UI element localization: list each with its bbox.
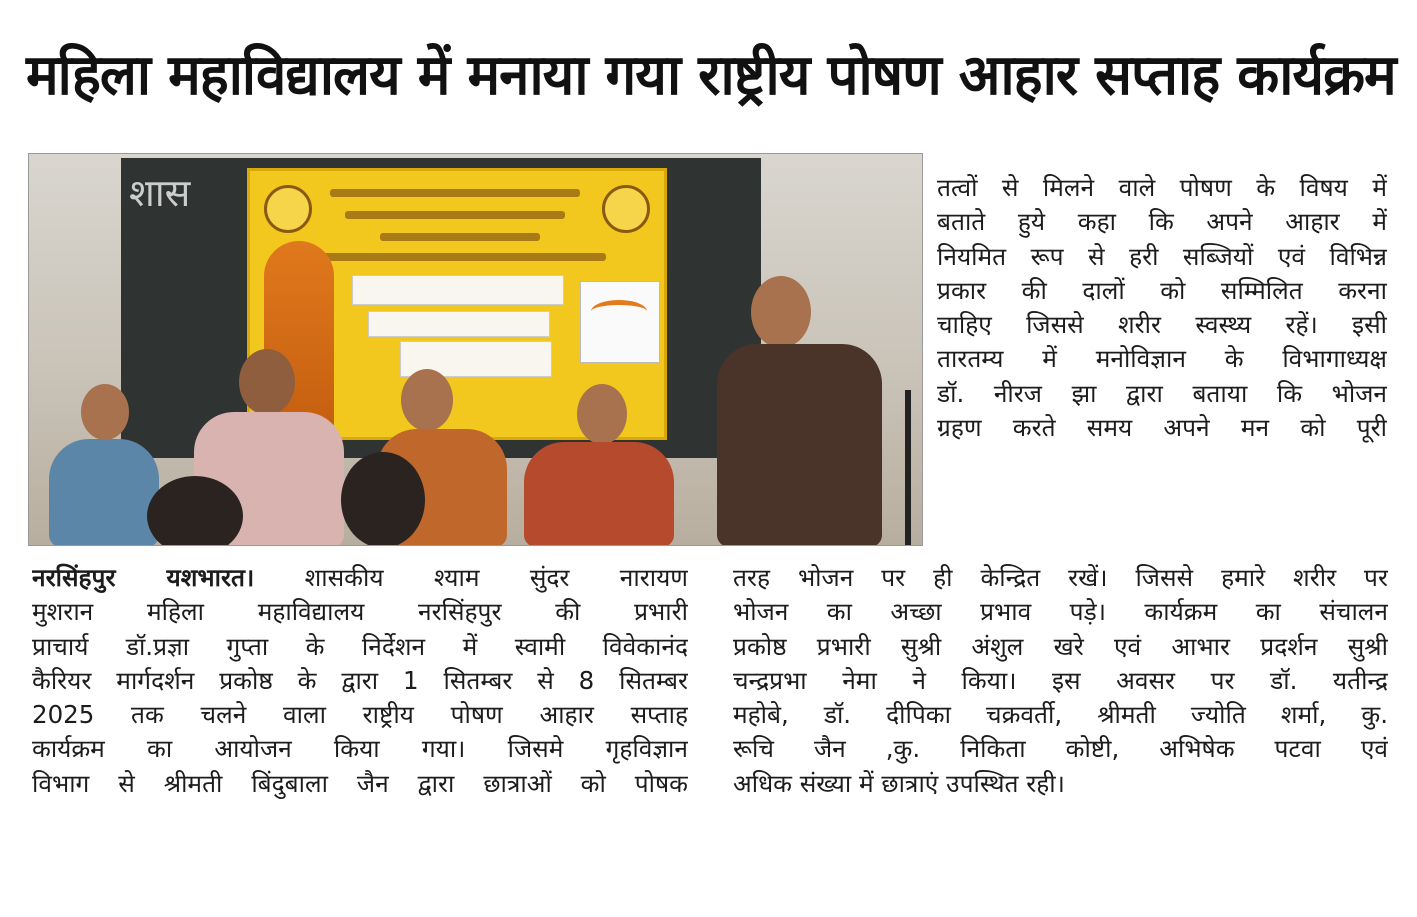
article-line: भोजन का अच्छा प्रभाव पड़े। कार्यक्रम का संचालन: [733, 597, 1388, 627]
attendee-head: [577, 384, 627, 444]
article-line: चन्द्रप्रभा नेमा ने किया। इस अवसर पर डॉ. यतीन्द्र: [733, 665, 1388, 695]
article-line: रूचि जैन ,कु. निकिता कोष्टी, अभिषेक पटवा एवं: [733, 734, 1388, 764]
banner-card: [352, 275, 564, 305]
article-line: तरह भोजन पर ही केन्द्रित रखें। जिससे हमारे शरीर पर: [733, 563, 1388, 592]
attendee-head: [81, 384, 129, 440]
left-seal-icon: [264, 185, 312, 233]
article-line: बताते हुये कहा कि अपने आहार में: [937, 207, 1387, 237]
article-line: कार्यक्रम का आयोजन किया गया। जिसमे गृहविज्ञान: [32, 734, 688, 764]
attendee-head: [401, 369, 453, 431]
mic-stand: [905, 390, 911, 546]
event-photo: [28, 153, 923, 546]
article-column-right: [937, 171, 1387, 445]
attendee-head: [239, 349, 295, 415]
logo-swoosh-icon: [591, 300, 647, 323]
article-line: 2025 तक चलने वाला राष्ट्रीय पोषण आहार सप्ताह: [32, 700, 688, 730]
attendee: [49, 439, 159, 546]
audience-head: [147, 476, 243, 546]
banner-line: [380, 233, 540, 241]
speaker-head: [751, 276, 811, 348]
program-logo: [580, 281, 660, 363]
banner-line: [345, 211, 565, 219]
banner-line: [316, 253, 606, 261]
article-line: कैरियर मार्गदर्शन प्रकोष्ठ के द्वारा 1 सितम्बर से 8 सितम्बर: [32, 665, 688, 695]
banner-card: [368, 311, 550, 337]
article-first-line-text: शासकीय श्याम सुंदर नारायण: [304, 563, 688, 592]
attendee: [524, 442, 674, 546]
article-line: महोबे, डॉ. दीपिका चक्रवर्ती, श्रीमती ज्योति शर्मा, कु.: [733, 700, 1388, 730]
article-column-middle: [733, 561, 1388, 801]
article-line: अधिक संख्या में छात्राएं उपस्थित रही।: [733, 768, 1065, 798]
audience-head: [341, 452, 425, 546]
article-line: डॉ. नीरज झा द्वारा बताया कि भोजन: [937, 378, 1387, 408]
banner-line: [330, 189, 580, 197]
article-line: नियमित रूप से हरी सब्जियों एवं विभिन्न: [937, 241, 1387, 271]
article-line: प्राचार्य डॉ.प्रज्ञा गुप्ता के निर्देशन में स्वामी विवेकानंद: [32, 631, 688, 661]
speaker: [717, 344, 882, 546]
right-seal-icon: [602, 185, 650, 233]
article-line: प्रकोष्ठ प्रभारी सुश्री अंशुल खरे एवं आभार प्रदर्शन सुश्री: [733, 631, 1388, 661]
article-first-line: [32, 561, 688, 595]
headline: महिला महाविद्यालय में मनाया गया राष्ट्रीय पोषण आहार सप्ताह कार्यक्रम: [26, 43, 1396, 108]
dateline: नरसिंहपुर यशभारत।: [32, 563, 255, 592]
blackboard-text: शास: [129, 171, 191, 215]
article-line: ग्रहण करते समय अपने मन को पूरी: [937, 413, 1387, 443]
article-line: चाहिए जिससे शरीर स्वस्थ्य रहें। इसी: [937, 310, 1387, 340]
article-line: तत्वों से मिलने वाले पोषण के विषय में: [937, 173, 1387, 202]
article-line: मुशरान महिला महाविद्यालय नरसिंहपुर की प्रभारी: [32, 597, 688, 627]
article-line: प्रकार की दालों को सम्मिलित करना: [937, 275, 1387, 305]
article-line: तारतम्य में मनोविज्ञान के विभागाध्यक्ष: [937, 344, 1387, 374]
article-column-left: [32, 561, 688, 801]
article-line: विभाग से श्रीमती बिंदुबाला जैन द्वारा छात्राओं को पोषक: [32, 768, 688, 798]
